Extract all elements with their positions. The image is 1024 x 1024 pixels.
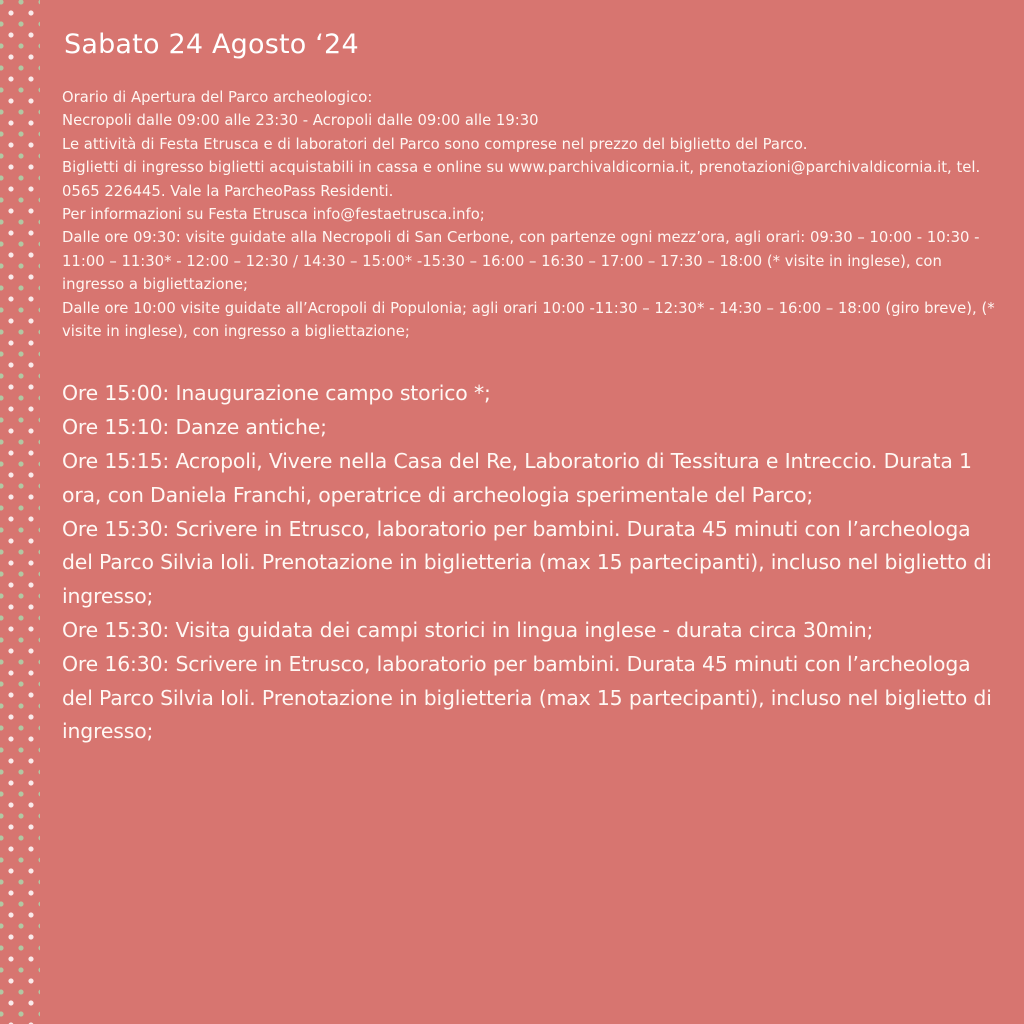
info-line: Necropoli dalle 09:00 alle 23:30 - Acropoli dalle 09:00 alle 19:30 xyxy=(62,112,539,130)
schedule-item: Ore 15:15: Acropoli, Vivere nella Casa del Re, Laboratorio di Tessitura e Intreccio. Durata 1 ora, con Daniela Franchi, operatrice di archeologia sperimentale del Parco; xyxy=(62,449,972,507)
schedule-item: Ore 15:30: Scrivere in Etrusco, laboratorio per bambini. Durata 45 minuti con l’archeologa del Parco Silvia Ioli. Prenotazione in biglietteria (max 15 partecipanti), incluso nel biglietto di ingresso; xyxy=(62,516,992,609)
schedule-item: Ore 16:30: Scrivere in Etrusco, laboratorio per bambini. Durata 45 minuti con l’archeologa del Parco Silvia Ioli. Prenotazione in biglietteria (max 15 partecipanti), incluso nel biglietto di ingresso; xyxy=(62,651,992,744)
info-line: Biglietti di ingresso biglietti acquistabili in cassa e online su www.parchivaldicornia.it, prenotazioni@parchivaldicornia.it, tel. 0565 226445. Vale la ParcheoPass Residenti. xyxy=(62,159,981,200)
info-line: Dalle ore 09:30: visite guidate alla Necropoli di San Cerbone, con partenze ogni mezz’ora, agli orari: 09:30 – 10:00 - 10:30 - 11:00 – 11:30* - 12:00 – 12:30 / 14:30 – 15:00* -15:30 – 16:00 – 16:30 – 17:00 – 17:30 – 18:00 (* visite in inglese), con ingresso a bigliettazione; xyxy=(62,229,980,294)
schedule-item: Ore 15:00: Inaugurazione campo storico *; xyxy=(62,381,491,406)
info-line: Per informazioni su Festa Etrusca info@festaetrusca.info; xyxy=(62,206,485,224)
opening-info-list xyxy=(62,86,997,343)
info-line: Le attività di Festa Etrusca e di laboratori del Parco sono comprese nel prezzo del biglietto del Parco. xyxy=(62,135,808,153)
schedule-item: Ore 15:10: Danze antiche; xyxy=(62,415,327,440)
schedule-item: Ore 15:30: Visita guidata dei campi storici in lingua inglese - durata circa 30min; xyxy=(62,618,874,643)
info-line: Dalle ore 10:00 visite guidate all’Acropoli di Populonia; agli orari 10:00 -11:30 – 12:30* - 14:30 – 16:00 – 18:00 (giro breve), (* visite in inglese), con ingresso a bigliettazione; xyxy=(62,299,995,341)
info-line: Orario di Apertura del Parco archeologico: xyxy=(62,89,373,106)
page-title: Sabato 24 Agosto ‘24 xyxy=(64,29,359,60)
event-schedule-list xyxy=(62,377,997,749)
decorative-dot-border xyxy=(0,0,40,1024)
event-schedule-card xyxy=(62,22,997,749)
